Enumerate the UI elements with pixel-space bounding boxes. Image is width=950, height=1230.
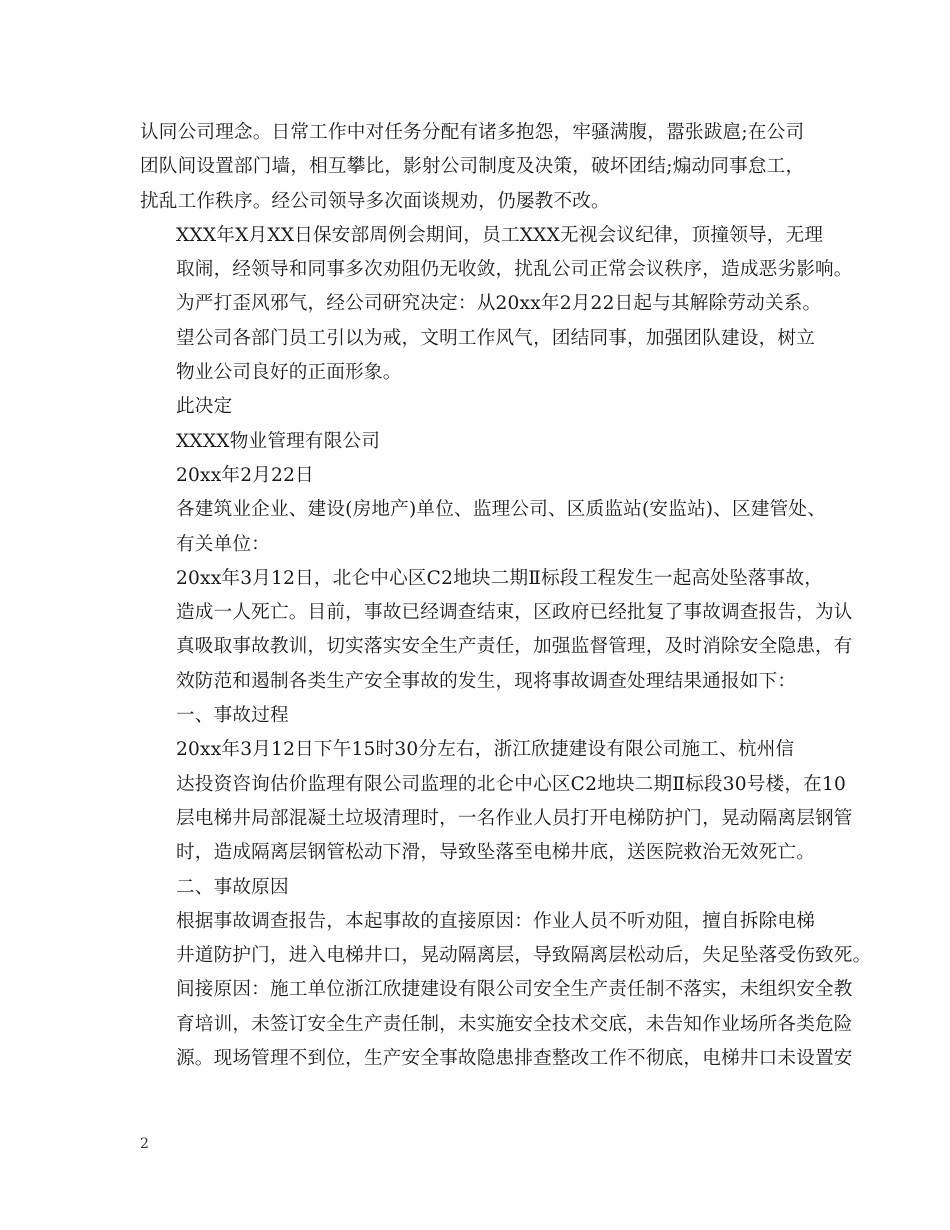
text-line: 望公司各部门员工引以为戒，文明工作风气，团结同事，加强团队建设，树立 <box>176 327 815 349</box>
paragraph <box>140 733 853 870</box>
text-line: 根据事故调查报告，本起事故的直接原因：作业人员不听劝阻，擅自拆除电梯 <box>176 910 815 932</box>
text-line: 物业公司良好的正面形象。 <box>176 362 402 384</box>
paragraph <box>140 562 853 699</box>
paragraph <box>140 493 827 562</box>
text-line: 育培训，未签订安全生产责任制，未实施安全技术交底，未告知作业场所各类危险 <box>176 1013 853 1035</box>
paragraph <box>140 390 820 424</box>
page-number: 2 <box>140 1136 149 1152</box>
text-line: 真吸取事故教训，切实落实安全生产责任，加强监督管理，及时消除安全隐患，有 <box>176 636 853 658</box>
text-line: 认同公司理念。日常工作中对任务分配有诸多抱怨，牢骚满腹，嚣张跋扈;在公司 <box>140 122 805 143</box>
paragraph <box>140 871 820 905</box>
document-body <box>140 116 872 1076</box>
text-line: 20xx年2月22日 <box>176 464 314 486</box>
text-line: 一、事故过程 <box>176 705 289 727</box>
paragraph <box>140 287 820 321</box>
text-line: 层电梯井局部混凝土垃圾清理时，一名作业人员打开电梯防护门，晃动隔离层钢管 <box>176 807 853 829</box>
text-line: 此决定 <box>176 396 233 418</box>
text-line: 取闹，经领导和同事多次劝阻仍无收敛，扰乱公司正常会议秩序，造成恶劣影响。 <box>176 259 853 281</box>
paragraph <box>140 425 820 459</box>
paragraph <box>140 322 820 391</box>
text-line: 造成一人死亡。目前，事故已经调查结束，区政府已经批复了事故调查报告，为认 <box>176 602 853 624</box>
text-line: 达投资咨询估价监理有限公司监理的北仑中心区C2地块二期Ⅱ标段30号楼，在10 <box>176 773 847 795</box>
paragraph <box>140 116 820 219</box>
text-line: 井道防护门，进入电梯井口，晃动隔离层，导致隔离层松动后，失足坠落受伤致死。 <box>176 945 872 967</box>
text-line: 20xx年3月12日，北仑中心区C2地块二期Ⅱ标段工程发生一起高处坠落事故， <box>176 567 824 589</box>
text-line: 各建筑业企业、建设(房地产)单位、监理公司、区质监站(安监站)、区建管处、 <box>176 499 827 521</box>
text-line: 效防范和遏制各类生产安全事故的发生，现将事故调查处理结果通报如下： <box>176 670 797 692</box>
paragraph <box>140 219 853 288</box>
text-line: 时，造成隔离层钢管松动下滑，导致坠落至电梯井底，送医院救治无效死亡。 <box>176 842 815 864</box>
text-line: 二、事故原因 <box>176 876 289 898</box>
paragraph <box>140 459 820 493</box>
paragraph <box>140 905 872 1076</box>
text-line: XXX年X月XX日保安部周例会期间，员工XXX无视会议纪律，顶撞领导，无理 <box>176 224 824 246</box>
text-line: 间接原因：施工单位浙江欣捷建设有限公司安全生产责任制不落实，未组织安全教 <box>176 979 853 1001</box>
text-line: 源。现场管理不到位，生产安全事故隐患排查整改工作不彻底，电梯井口未设置安 <box>176 1048 853 1070</box>
paragraph <box>140 699 820 733</box>
text-line: XXXX物业管理有限公司 <box>176 430 381 452</box>
text-line: 为严打歪风邪气，经公司研究决定：从20xx年2月22日起与其解除劳动关系。 <box>176 293 822 315</box>
text-line: 20xx年3月12日下午15时30分左右，浙江欣捷建设有限公司施工、杭州信 <box>176 739 795 761</box>
text-line: 扰乱工作秩序。经公司领导多次面谈规劝，仍屡教不改。 <box>140 190 610 212</box>
text-line: 有关单位： <box>176 533 270 555</box>
text-line: 团队间设置部门墙，相互攀比，影射公司制度及决策，破坏团结;煽动同事怠工， <box>140 156 805 178</box>
